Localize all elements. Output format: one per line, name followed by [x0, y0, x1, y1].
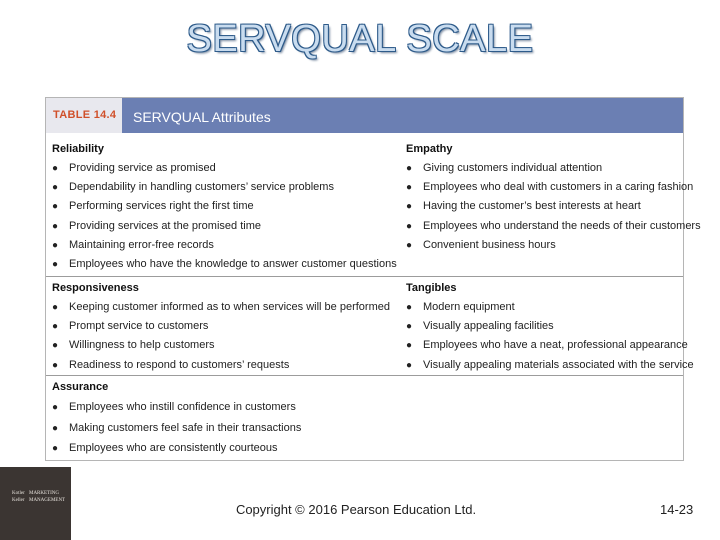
- logo-author-1: Kotler: [12, 491, 25, 496]
- bullet-icon: ●: [52, 182, 59, 194]
- bullet-icon: ●: [52, 321, 59, 333]
- tangibles-column: [406, 281, 694, 377]
- list-item: ● Giving customers individual attention: [406, 162, 603, 174]
- bullet-icon: ●: [406, 239, 413, 251]
- logo-title-2: MANAGEMENT: [29, 498, 66, 503]
- slide-title: SERVQUAL SCALE: [186, 18, 534, 60]
- list-item: ● Employees who instill confidence in customers: [52, 401, 296, 413]
- list-item: ● Employees who understand the needs of their customers: [406, 219, 701, 232]
- empathy-column: [406, 142, 701, 257]
- bullet-icon: ●: [406, 321, 413, 333]
- list-item: ● Having the customer’s best interests at heart: [406, 200, 641, 213]
- list-item: ● Convenient business hours: [406, 238, 556, 251]
- bullet-icon: ●: [52, 422, 59, 434]
- bullet-icon: ●: [52, 163, 59, 174]
- list-item: ● Employees who are consistently courteous: [52, 442, 278, 454]
- bullet-icon: ●: [406, 359, 413, 371]
- bullet-icon: ●: [52, 302, 59, 313]
- bullet-icon: ●: [406, 302, 413, 313]
- list-item: ● Employees who deal with customers in a caring fashion: [406, 181, 694, 194]
- section-divider: [46, 375, 683, 376]
- list-item: ● Providing service as promised: [52, 162, 216, 174]
- category-responsiveness: Responsiveness: [52, 282, 139, 294]
- list-item: ● Keeping customer informed as to when services will be performed: [52, 301, 390, 313]
- list-item: ● Employees who have a neat, professional appearance: [406, 339, 688, 352]
- bullet-icon: ●: [406, 220, 413, 232]
- list-item: ● Making customers feel safe in their transactions: [52, 421, 302, 434]
- category-tangibles: Tangibles: [406, 282, 457, 294]
- list-item: ● Providing services at the promised time: [52, 219, 261, 232]
- list-item: ● Dependability in handling customers’ service problems: [52, 181, 334, 194]
- section-divider: [46, 276, 683, 277]
- logo-title-1: MARKETING: [29, 491, 59, 496]
- list-item: ● Visually appealing materials associated with the service: [406, 358, 694, 371]
- category-assurance: Assurance: [52, 381, 109, 393]
- list-item: ● Willingness to help customers: [52, 339, 215, 352]
- logo-author-2: Keller: [12, 498, 25, 503]
- list-item: ● Modern equipment: [406, 301, 515, 313]
- bullet-icon: ●: [52, 402, 59, 413]
- copyright-text: Copyright © 2016 Pearson Education Ltd.: [235, 502, 477, 517]
- list-item: ● Visually appealing facilities: [406, 320, 554, 333]
- list-item: ● Readiness to respond to customers’ requests: [52, 358, 290, 371]
- bullet-icon: ●: [406, 201, 413, 213]
- bullet-icon: ●: [52, 201, 59, 213]
- list-item: ● Performing services right the first time: [52, 200, 254, 213]
- bullet-icon: ●: [406, 182, 413, 194]
- list-item: ● Employees who have the knowledge to answer customer questions: [52, 257, 397, 270]
- table-title: SERVQUAL Attributes: [133, 109, 271, 125]
- bullet-icon: ●: [52, 340, 59, 352]
- table-number: TABLE 14.4: [46, 98, 122, 133]
- bullet-icon: ●: [406, 163, 413, 174]
- list-item: ● Prompt service to customers: [52, 320, 209, 333]
- responsiveness-column: [52, 281, 390, 377]
- bullet-icon: ●: [52, 239, 59, 251]
- assurance-column: [52, 380, 301, 462]
- list-item: ● Maintaining error-free records: [52, 238, 214, 251]
- bullet-icon: ●: [52, 443, 59, 454]
- category-reliability: Reliability: [52, 143, 104, 155]
- bullet-icon: ●: [406, 340, 413, 352]
- page-number: 14-23: [660, 502, 694, 517]
- bullet-icon: ●: [52, 359, 59, 371]
- servqual-table: [45, 97, 701, 461]
- reliability-column: [52, 142, 397, 276]
- category-empathy: Empathy: [406, 143, 453, 155]
- bullet-icon: ●: [52, 220, 59, 232]
- table-header: [46, 98, 683, 133]
- bullet-icon: ●: [52, 258, 59, 270]
